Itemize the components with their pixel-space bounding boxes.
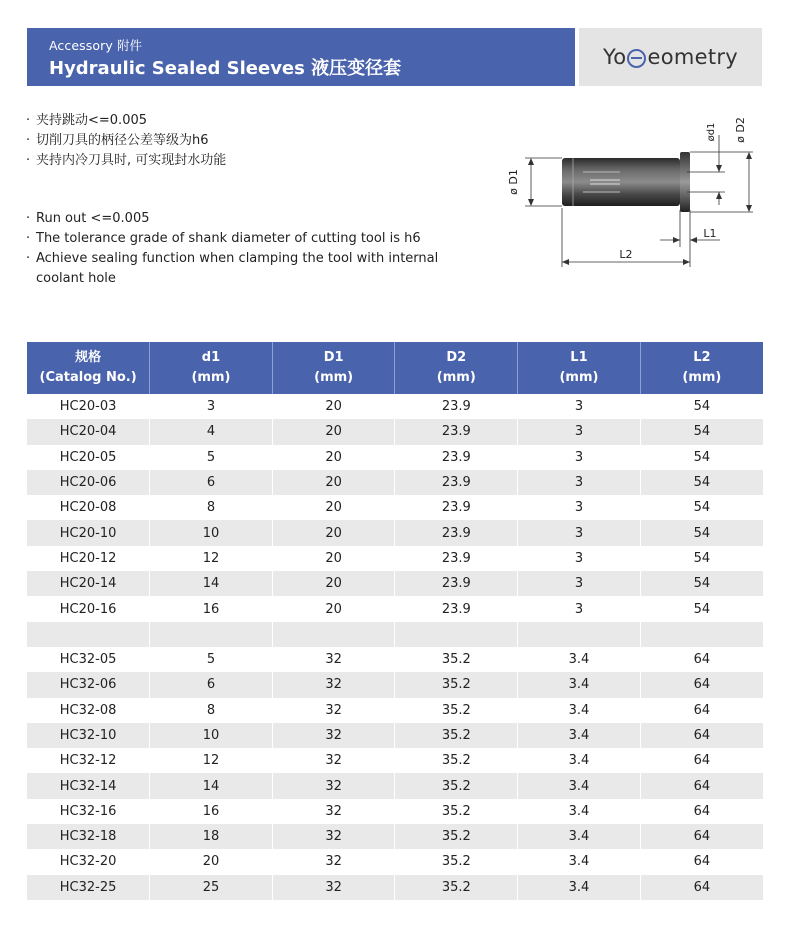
table-cell: 64 xyxy=(640,824,763,849)
table-cell: 23.9 xyxy=(395,445,518,470)
table-cell: HC20-08 xyxy=(27,495,150,520)
table-cell: HC20-14 xyxy=(27,571,150,596)
table-cell: 8 xyxy=(150,698,273,723)
logo-text-end: eometry xyxy=(647,45,739,69)
table-cell: 35.2 xyxy=(395,748,518,773)
table-cell: HC32-18 xyxy=(27,824,150,849)
table-row xyxy=(27,824,763,849)
table-cell: 54 xyxy=(640,520,763,545)
table-cell: 3 xyxy=(518,394,641,419)
table-cell: 35.2 xyxy=(395,773,518,798)
table-cell: 8 xyxy=(150,495,273,520)
table-cell: HC20-12 xyxy=(27,546,150,571)
table-cell: 64 xyxy=(640,875,763,900)
table-cell: 3.4 xyxy=(518,698,641,723)
table-cell: 35.2 xyxy=(395,647,518,672)
table-row xyxy=(27,470,763,495)
header-d1: d1 (mm) xyxy=(150,342,273,394)
table-cell: 64 xyxy=(640,748,763,773)
feature-item: · Run out <=0.005 xyxy=(26,211,150,226)
table-cell: 32 xyxy=(272,849,395,874)
table-row xyxy=(27,546,763,571)
table-cell: 3 xyxy=(518,445,641,470)
table-cell: 3 xyxy=(518,571,641,596)
table-cell: 54 xyxy=(640,394,763,419)
table-cell: 16 xyxy=(150,596,273,621)
table-cell: 14 xyxy=(150,571,273,596)
table-cell: HC20-04 xyxy=(27,419,150,444)
d1-label: ød1 xyxy=(706,122,717,142)
table-cell: 20 xyxy=(272,546,395,571)
table-cell: HC20-03 xyxy=(27,394,150,419)
table-cell: HC32-08 xyxy=(27,698,150,723)
table-cell: 20 xyxy=(272,445,395,470)
table-header-row xyxy=(27,342,763,394)
logo-text-start: Yo xyxy=(602,45,627,69)
table-cell: 32 xyxy=(272,875,395,900)
table-cell: 16 xyxy=(150,799,273,824)
L2-label: L2 xyxy=(619,248,633,261)
table-cell xyxy=(518,622,641,647)
table-cell: HC32-14 xyxy=(27,773,150,798)
table-cell: 23.9 xyxy=(395,495,518,520)
table-cell: HC32-05 xyxy=(27,647,150,672)
table-cell: 23.9 xyxy=(395,394,518,419)
table-cell: 64 xyxy=(640,799,763,824)
brand-logo xyxy=(579,28,762,86)
table-cell: 32 xyxy=(272,672,395,697)
table-cell: 20 xyxy=(150,849,273,874)
table-cell: 20 xyxy=(272,596,395,621)
table-cell: 3.4 xyxy=(518,672,641,697)
page-title: Hydraulic Sealed Sleeves 液压变径套 xyxy=(49,58,402,79)
table-cell: 20 xyxy=(272,419,395,444)
sleeve-flange-icon xyxy=(680,152,690,212)
table-cell: 23.9 xyxy=(395,470,518,495)
header-D2: D2 (mm) xyxy=(395,342,518,394)
table-cell: 54 xyxy=(640,571,763,596)
table-cell xyxy=(640,622,763,647)
table-cell: 25 xyxy=(150,875,273,900)
header-L2: L2 (mm) xyxy=(640,342,763,394)
feature-list-cn xyxy=(26,111,226,171)
feature-list-en xyxy=(26,209,466,289)
table-cell xyxy=(395,622,518,647)
table-cell: 3 xyxy=(518,470,641,495)
feature-item: · 切削刀具的柄径公差等级为h6 xyxy=(26,133,209,148)
table-row xyxy=(27,875,763,900)
table-row xyxy=(27,672,763,697)
table-cell: 35.2 xyxy=(395,824,518,849)
feature-item: · Achieve sealing function when clamping the tool with internal coolant hole xyxy=(26,251,439,286)
table-row xyxy=(27,495,763,520)
L1-label: L1 xyxy=(703,227,717,240)
table-cell: HC20-06 xyxy=(27,470,150,495)
table-cell: 3.4 xyxy=(518,849,641,874)
table-row xyxy=(27,849,763,874)
table-cell: 35.2 xyxy=(395,672,518,697)
table-row xyxy=(27,647,763,672)
table-row xyxy=(27,394,763,419)
table-cell: 3.4 xyxy=(518,647,641,672)
feature-item: · 夹持内冷刀具时, 可实现封水功能 xyxy=(26,153,227,168)
feature-item: · 夹持跳动<=0.005 xyxy=(26,113,148,128)
table-cell: 3.4 xyxy=(518,875,641,900)
table-cell: 23.9 xyxy=(395,419,518,444)
table-cell: 5 xyxy=(150,445,273,470)
D2-label: ø D2 xyxy=(734,117,747,143)
table-row xyxy=(27,773,763,798)
header-subtitle: Accessory 附件 xyxy=(49,38,143,53)
table-cell: 23.9 xyxy=(395,546,518,571)
header-D1: D1 (mm) xyxy=(272,342,395,394)
table-cell: 18 xyxy=(150,824,273,849)
table-cell: 23.9 xyxy=(395,520,518,545)
sleeve-body-icon xyxy=(562,158,680,206)
table-row xyxy=(27,419,763,444)
table-cell: HC32-12 xyxy=(27,748,150,773)
table-cell: 54 xyxy=(640,445,763,470)
table-cell: 3.4 xyxy=(518,773,641,798)
table-cell: 3 xyxy=(518,495,641,520)
table-cell: 6 xyxy=(150,470,273,495)
table-cell: 3.4 xyxy=(518,824,641,849)
table-cell: 64 xyxy=(640,849,763,874)
table-cell: HC32-20 xyxy=(27,849,150,874)
sleeve-dimension-diagram xyxy=(495,110,765,275)
table-cell: 32 xyxy=(272,773,395,798)
table-cell: 5 xyxy=(150,647,273,672)
table-cell xyxy=(27,622,150,647)
table-cell: 54 xyxy=(640,495,763,520)
table-cell: 35.2 xyxy=(395,799,518,824)
spec-table xyxy=(27,342,763,900)
table-cell: 10 xyxy=(150,520,273,545)
table-cell: 14 xyxy=(150,773,273,798)
table-cell: 3.4 xyxy=(518,723,641,748)
table-cell: HC20-05 xyxy=(27,445,150,470)
table-cell: 35.2 xyxy=(395,698,518,723)
table-cell: 32 xyxy=(272,647,395,672)
table-cell: HC20-10 xyxy=(27,520,150,545)
table-row xyxy=(27,748,763,773)
table-cell: 32 xyxy=(272,698,395,723)
table-row xyxy=(27,445,763,470)
table-cell: 12 xyxy=(150,546,273,571)
table-row xyxy=(27,799,763,824)
table-cell: 54 xyxy=(640,470,763,495)
table-cell: 32 xyxy=(272,824,395,849)
table-cell: 3 xyxy=(518,546,641,571)
table-cell: 35.2 xyxy=(395,875,518,900)
table-cell: 20 xyxy=(272,470,395,495)
table-cell: 3.4 xyxy=(518,748,641,773)
table-cell: 54 xyxy=(640,419,763,444)
table-cell: 23.9 xyxy=(395,596,518,621)
table-spacer-row xyxy=(27,622,763,647)
table-cell: 64 xyxy=(640,723,763,748)
table-row xyxy=(27,723,763,748)
table-cell: 20 xyxy=(272,571,395,596)
table-cell: 54 xyxy=(640,546,763,571)
table-cell: 64 xyxy=(640,698,763,723)
table-row xyxy=(27,571,763,596)
table-cell: HC32-06 xyxy=(27,672,150,697)
table-cell: 32 xyxy=(272,799,395,824)
table-cell: 3 xyxy=(518,419,641,444)
table-row xyxy=(27,520,763,545)
table-row xyxy=(27,698,763,723)
table-cell: HC32-25 xyxy=(27,875,150,900)
logo-g-icon xyxy=(627,49,646,68)
table-cell xyxy=(150,622,273,647)
table-cell: 3 xyxy=(518,596,641,621)
table-cell: 35.2 xyxy=(395,849,518,874)
table-cell: 4 xyxy=(150,419,273,444)
table-cell: 54 xyxy=(640,596,763,621)
D1-label: ø D1 xyxy=(507,169,520,195)
table-cell: HC32-16 xyxy=(27,799,150,824)
table-cell: 6 xyxy=(150,672,273,697)
header-catalog: 规格 (Catalog No.) xyxy=(27,342,150,394)
table-cell: 10 xyxy=(150,723,273,748)
table-cell: 32 xyxy=(272,748,395,773)
table-cell: 23.9 xyxy=(395,571,518,596)
table-cell: HC32-10 xyxy=(27,723,150,748)
table-cell: 35.2 xyxy=(395,723,518,748)
table-cell: 20 xyxy=(272,520,395,545)
table-cell: 20 xyxy=(272,394,395,419)
table-cell: 32 xyxy=(272,723,395,748)
header-L1: L1 (mm) xyxy=(518,342,641,394)
table-cell: 64 xyxy=(640,672,763,697)
table-cell: 64 xyxy=(640,773,763,798)
table-cell: 3.4 xyxy=(518,799,641,824)
table-cell: 12 xyxy=(150,748,273,773)
table-cell: 64 xyxy=(640,647,763,672)
table-row xyxy=(27,596,763,621)
header-band xyxy=(27,28,575,86)
feature-item: · The tolerance grade of shank diameter of cutting tool is h6 xyxy=(26,231,421,246)
table-cell xyxy=(272,622,395,647)
table-cell: 3 xyxy=(150,394,273,419)
table-cell: HC20-16 xyxy=(27,596,150,621)
table-cell: 20 xyxy=(272,495,395,520)
table-cell: 3 xyxy=(518,520,641,545)
